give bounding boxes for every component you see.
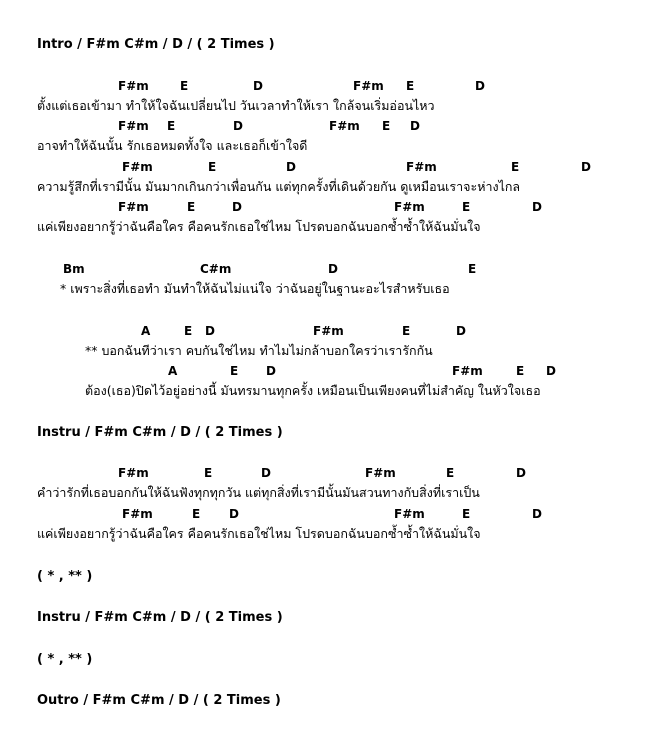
chord: Bm: [63, 262, 85, 276]
chord: D: [581, 160, 591, 174]
intro-line: Intro / F#m C#m / D / ( 2 Times ): [37, 37, 275, 52]
chord: D: [516, 466, 526, 480]
chord: D: [410, 119, 420, 133]
chord: F#m: [406, 160, 437, 174]
chord: C#m: [200, 262, 232, 276]
lyric-line: * เพราะสิ่งที่เธอทำ มันทำให้ฉันไม่แน่ใจ ว่าฉันอยู่ในฐานะอะไรสำหรับเธอ: [60, 281, 450, 296]
chord: E: [184, 324, 193, 338]
chord: E: [516, 364, 525, 378]
chord: E: [230, 364, 239, 378]
chord: E: [167, 119, 176, 133]
chord: D: [456, 324, 466, 338]
chord: D: [229, 507, 239, 521]
chord: F#m: [122, 160, 153, 174]
chord: E: [208, 160, 217, 174]
chord: D: [328, 262, 338, 276]
chord: D: [205, 324, 215, 338]
chord: A: [168, 364, 178, 378]
chord: E: [462, 507, 471, 521]
chord: D: [261, 466, 271, 480]
chord: E: [402, 324, 411, 338]
chord: F#m: [353, 79, 384, 93]
chord: D: [532, 200, 542, 214]
chord: F#m: [118, 119, 149, 133]
chord: E: [204, 466, 213, 480]
lyric-line: อาจทำให้ฉันนั้น รักเธอหมดทั้งใจ และเธอก็เข้าใจดี: [37, 138, 308, 153]
chord: F#m: [452, 364, 483, 378]
lyric-line: ตั้งแต่เธอเข้ามา ทำให้ใจฉันเปลี่ยนไป วันเวลาทำให้เรา ใกล้จนเริ่มอ่อนไหว: [37, 98, 435, 113]
chord: E: [446, 466, 455, 480]
chord: F#m: [313, 324, 344, 338]
chord: E: [511, 160, 520, 174]
chord: D: [233, 119, 243, 133]
chord: E: [192, 507, 201, 521]
chord: F#m: [394, 200, 425, 214]
lyric-line: แค่เพียงอยากรู้ว่าฉันคือใคร คือคนรักเธอใช่ไหม โปรดบอกฉันบอกซ้ำซ้ำให้ฉันมั่นใจ: [37, 219, 481, 234]
chord: F#m: [365, 466, 396, 480]
lyric-line: ความรู้สึกที่เรามีนั้น มันมากเกินกว่าเพื่อนกัน แต่ทุกครั้งที่เดินด้วยกัน ดูเหมือนเราจะห่างไกล: [37, 179, 521, 194]
chord: D: [475, 79, 485, 93]
chord: E: [406, 79, 415, 93]
chord: D: [253, 79, 263, 93]
lyric-line: ต้อง(เธอ)ปิดไว้อยู่อย่างนี้ มันทรมานทุกครั้ง เหมือนเป็นเพียงคนที่ไม่สำคัญ ในหัวใจเธอ: [85, 383, 541, 398]
chord: F#m: [394, 507, 425, 521]
chord: E: [180, 79, 189, 93]
chord: F#m: [118, 200, 149, 214]
chord: E: [468, 262, 477, 276]
lyric-line: คำว่ารักที่เธอบอกกันให้ฉันฟังทุกทุกวัน แต่ทุกสิ่งที่เรามีนั้นมันสวนทางกับสิ่งที่เราเป็น: [37, 485, 480, 500]
chord: D: [532, 507, 542, 521]
chord: E: [187, 200, 196, 214]
repeat-line: ( * , ** ): [37, 569, 93, 584]
chord: D: [266, 364, 276, 378]
instru-line: Instru / F#m C#m / D / ( 2 Times ): [37, 425, 283, 440]
chord: E: [382, 119, 391, 133]
repeat-line: ( * , ** ): [37, 652, 93, 667]
chord: E: [462, 200, 471, 214]
chord: F#m: [118, 466, 149, 480]
chord: D: [546, 364, 556, 378]
chord: F#m: [122, 507, 153, 521]
chord: F#m: [118, 79, 149, 93]
instru-line: Instru / F#m C#m / D / ( 2 Times ): [37, 610, 283, 625]
outro-line: Outro / F#m C#m / D / ( 2 Times ): [37, 693, 281, 708]
chord: A: [141, 324, 151, 338]
lyric-line: แค่เพียงอยากรู้ว่าฉันคือใคร คือคนรักเธอใช่ไหม โปรดบอกฉันบอกซ้ำซ้ำให้ฉันมั่นใจ: [37, 526, 481, 541]
chord: D: [286, 160, 296, 174]
lyric-line: ** บอกฉันทีว่าเรา คบกันใช่ไหม ทำไมไม่กล้าบอกใครว่าเรารักกัน: [85, 343, 433, 358]
chord: F#m: [329, 119, 360, 133]
chord: D: [232, 200, 242, 214]
